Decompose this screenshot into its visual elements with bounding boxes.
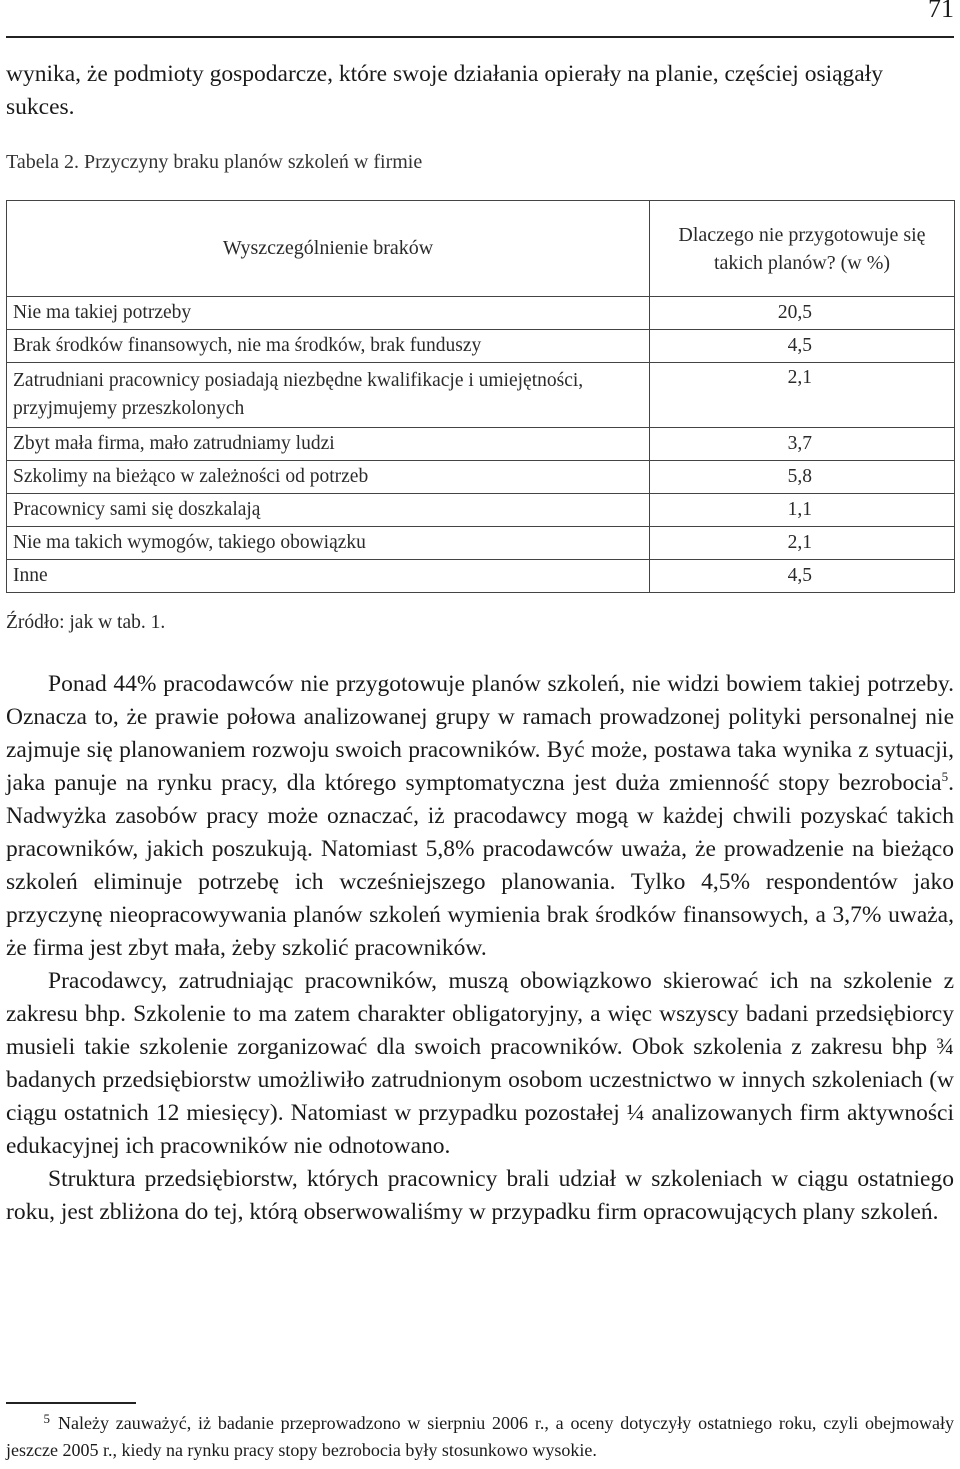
paragraph-2: Pracodawcy, zatrudniając pracowników, muszą obowiązkowo skierować ich na szkolenie z zakresu bhp. Szkolenie to ma zatem charakter obligatoryjny, a więc wszyscy badani przedsiębiorcy musieli takie szkolenie zorganizować dla swoich pracowników. Obok szkolenia z zakresu bhp ¾ badanych przedsiębiorstw umożliwiło zatrudnionym osobom uczestnictwo w innych szkoleniach (w ciągu ostatnich 12 miesięcy). Natomiast w przypadku pozostałej ¼ analizowanych firm aktywności edukacyjnej ich pracowników nie odnotowano. bbox=[6, 968, 954, 1159]
body-text bbox=[6, 668, 954, 1229]
table-row bbox=[7, 330, 955, 363]
row-label: Brak środków finansowych, nie ma środków, brak funduszy bbox=[7, 330, 650, 363]
footnote: 5 Należy zauważyć, iż badanie przeprowadzono w sierpniu 2006 r., a oceny dotyczyły ostatniego roku, czyli obejmowały jeszcze 2005 r., kiedy na rynku pracy stopy bezrobocia były stosunkowo wysokie. bbox=[6, 1411, 954, 1460]
footnote-text: Należy zauważyć, iż badanie przeprowadzono w sierpniu 2006 r., a oceny dotyczyły ostatniego roku, czyli obejmowały jeszcze 2005 r., kiedy na rynku pracy stopy bezrobocia były stosunkowo wysokie. bbox=[6, 1413, 954, 1460]
row-value: 2,1 bbox=[650, 527, 955, 560]
row-label: Szkolimy na bieżąco w zależności od potrzeb bbox=[7, 461, 650, 494]
table-source: Źródło: jak w tab. 1. bbox=[6, 612, 166, 633]
footnote-rule bbox=[6, 1402, 136, 1404]
table-header-row bbox=[7, 201, 955, 297]
row-label: Zatrudniani pracownicy posiadają niezbędne kwalifikacje i umiejętności, przyjmujemy przeszkolonych bbox=[7, 363, 650, 428]
intro-paragraph: wynika, że podmioty gospodarcze, które swoje działania opierały na planie, częściej osiągały sukces. bbox=[6, 61, 884, 120]
table-header-col1: Wyszczególnienie braków bbox=[7, 201, 650, 297]
row-label: Inne bbox=[7, 560, 650, 593]
page-number: 71 bbox=[928, 0, 954, 23]
reasons-table bbox=[6, 200, 955, 593]
table-row bbox=[7, 461, 955, 494]
table-row bbox=[7, 363, 955, 428]
header-rule bbox=[6, 36, 954, 38]
footnote-ref[interactable]: 5 bbox=[941, 769, 949, 785]
table-header-col2: Dlaczego nie przygotowuje się takich planów? (w %) bbox=[650, 201, 955, 297]
table-row bbox=[7, 297, 955, 330]
row-label: Nie ma takiej potrzeby bbox=[7, 297, 650, 330]
row-value: 4,5 bbox=[650, 560, 955, 593]
row-value: 2,1 bbox=[650, 363, 955, 428]
row-label: Nie ma takich wymogów, takiego obowiązku bbox=[7, 527, 650, 560]
paragraph-1-part-a: Ponad 44% pracodawców nie przygotowuje planów szkoleń, nie widzi bowiem takiej potrzeby. Oznacza to, że prawie połowa analizowanej grupy w ramach prowadzonej polityki personalnej nie zajmuje się planowaniem rozwoju swoich pracowników. Być może, postawa taka wynika z sytuacji, jaka panuje na rynku pracy, dla którego symptomatyczna jest duża zmienność stopy bezrobocia bbox=[6, 671, 954, 796]
row-value: 4,5 bbox=[650, 330, 955, 363]
table-caption: Tabela 2. Przyczyny braku planów szkoleń w firmie bbox=[6, 151, 423, 173]
table-row bbox=[7, 560, 955, 593]
table-row bbox=[7, 494, 955, 527]
table-row bbox=[7, 428, 955, 461]
row-label: Pracownicy sami się doszkalają bbox=[7, 494, 650, 527]
paragraph-1-part-b: . Nadwyżka zasobów pracy może oznaczać, iż pracodawcy mogą w każdej chwili pozyskać takich pracowników, jakich poszukują. Natomiast 5,8% pracodawców uważa, że prowadzenie na bieżąco szkoleń eliminuje potrzebę ich wcześniejszego planowania. Tylko 4,5% respondentów jako przyczynę nieopracowywania planów szkoleń wymienia brak środków finansowych, a 3,7% uważa, że firma jest zbyt mała, żeby szkolić pracowników. bbox=[6, 770, 954, 961]
row-value: 20,5 bbox=[650, 297, 955, 330]
paragraph-3: Struktura przedsiębiorstw, których pracownicy brali udział w szkoleniach w ciągu ostatniego roku, jest zbliżona do tej, którą obserwowaliśmy w przypadku firm opracowujących plany szkoleń. bbox=[6, 1166, 954, 1225]
row-label: Zbyt mała firma, mało zatrudniamy ludzi bbox=[7, 428, 650, 461]
row-value: 1,1 bbox=[650, 494, 955, 527]
row-value: 3,7 bbox=[650, 428, 955, 461]
table-row bbox=[7, 527, 955, 560]
paragraph-1 bbox=[6, 668, 954, 965]
row-value: 5,8 bbox=[650, 461, 955, 494]
